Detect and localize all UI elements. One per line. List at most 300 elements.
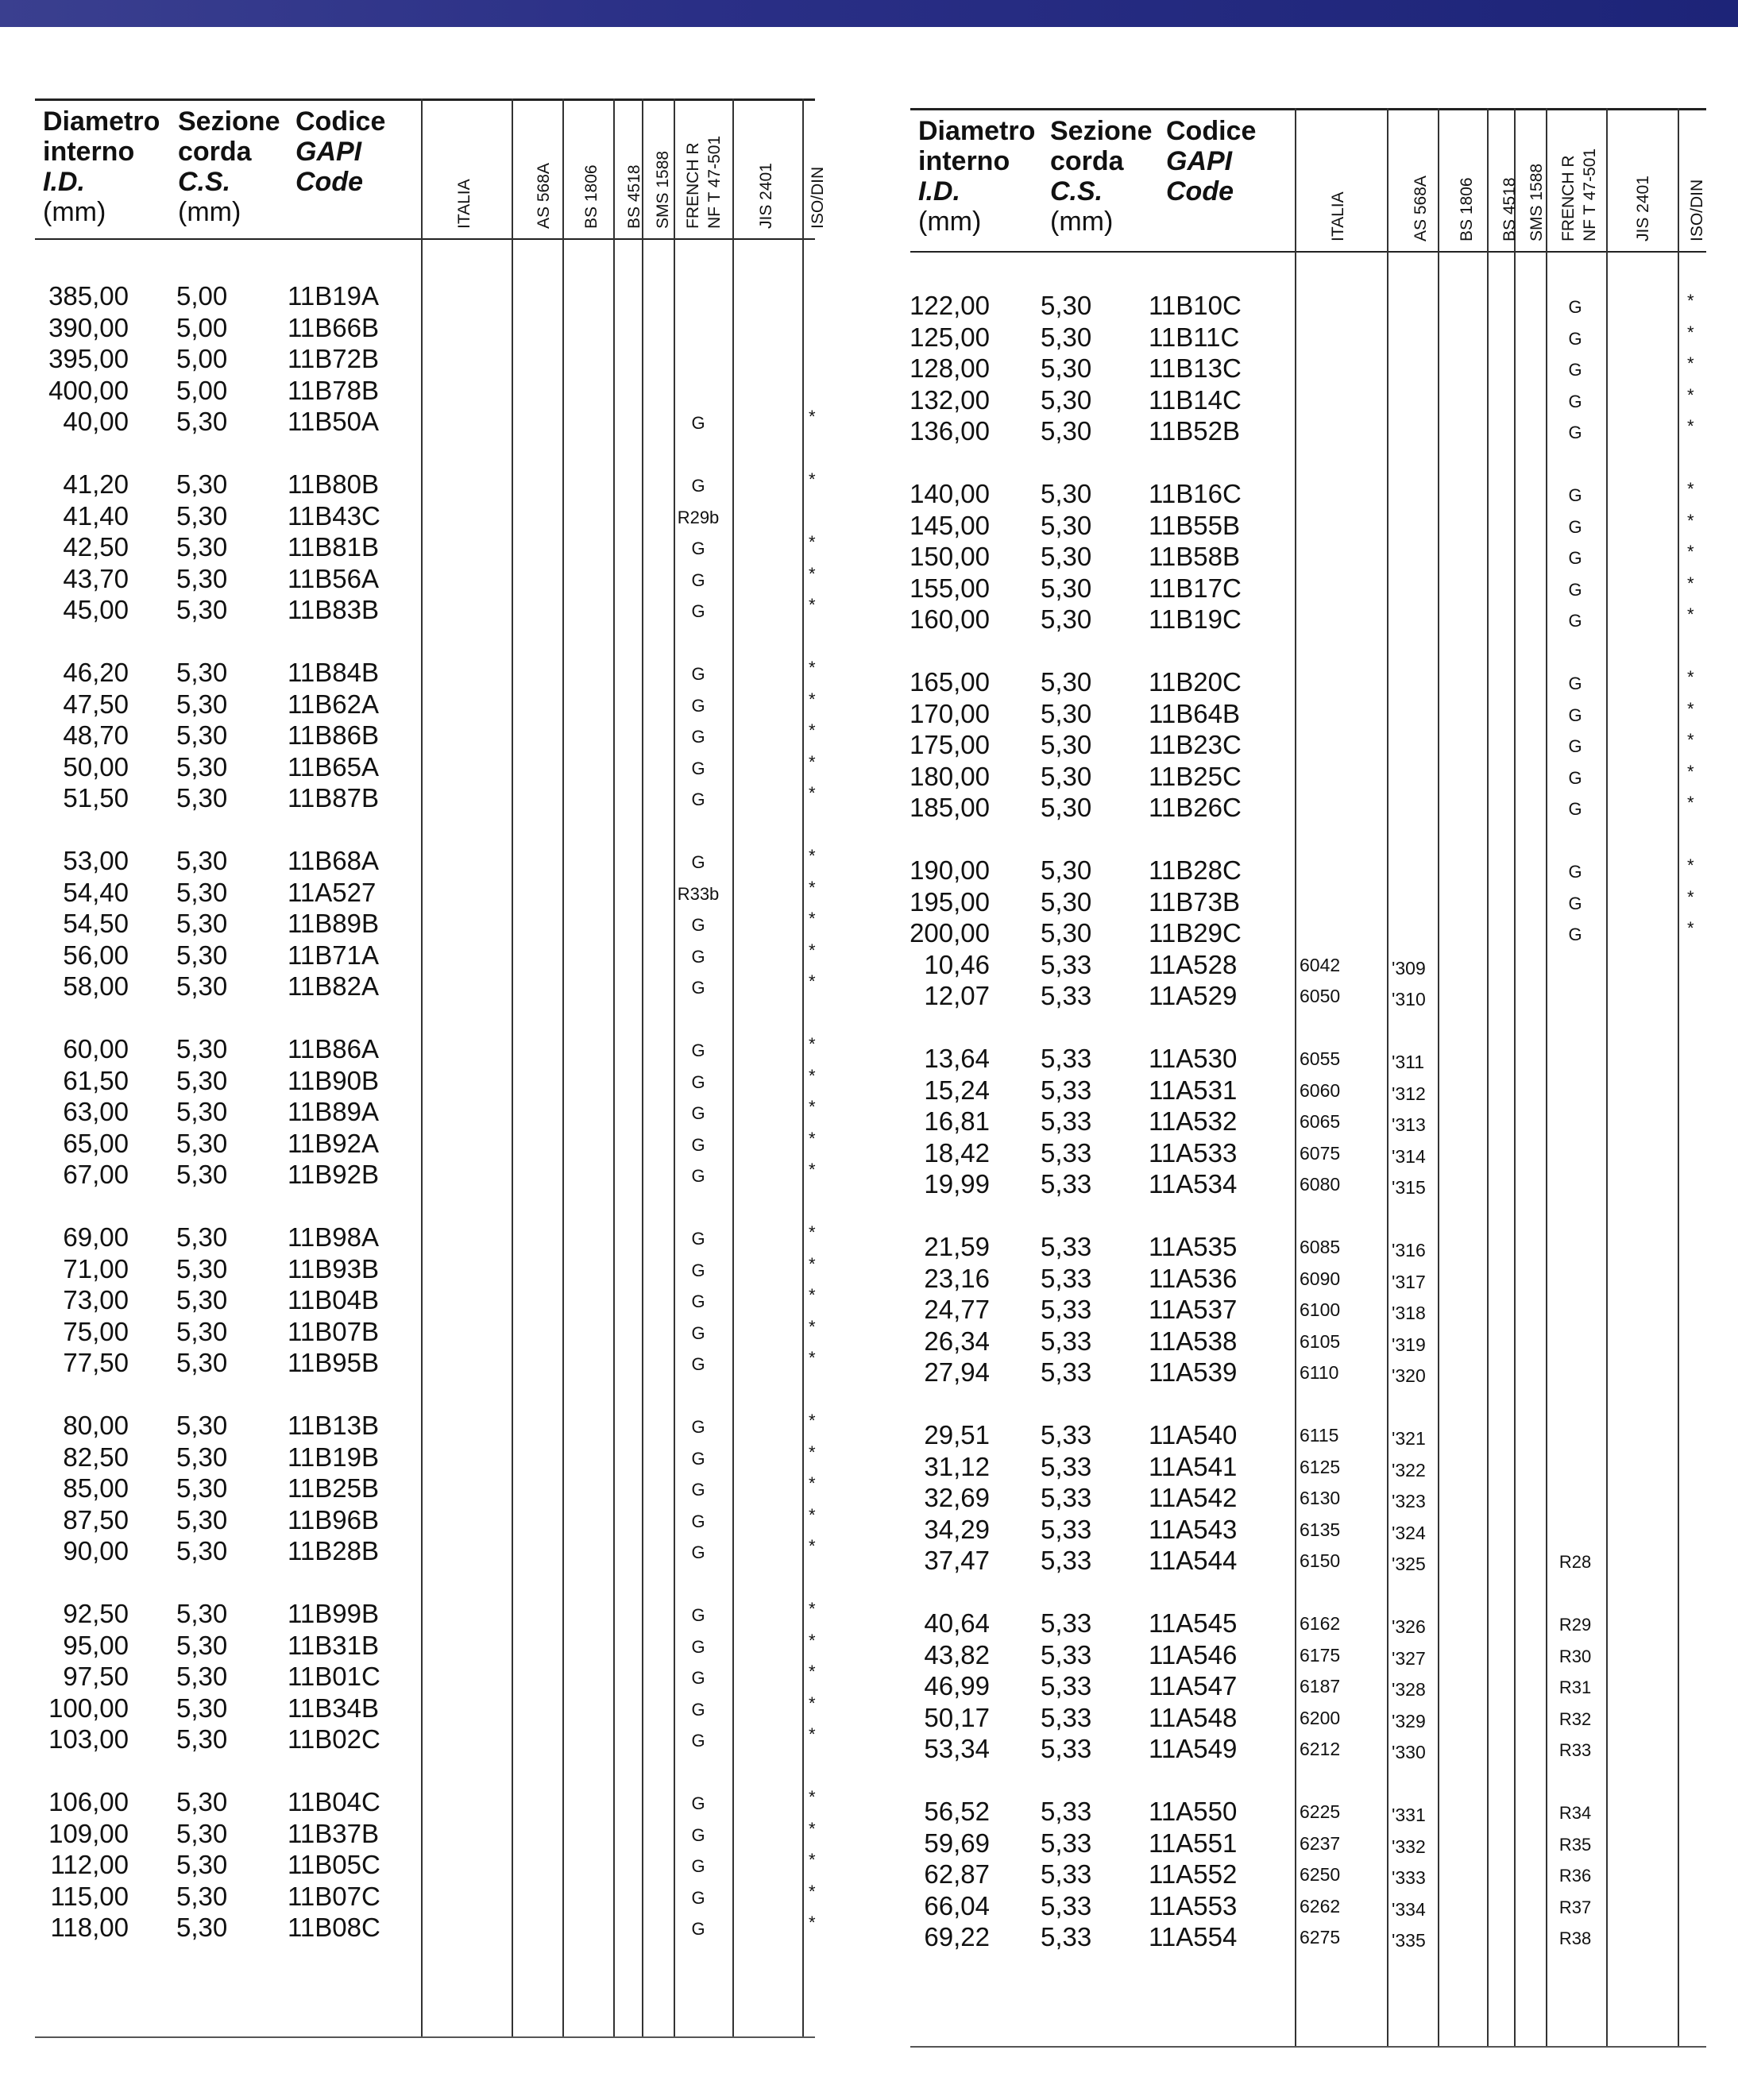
cs-value: 5,30	[176, 469, 228, 499]
iso-mark: *	[809, 532, 816, 553]
id-value: 97,50	[63, 1662, 129, 1692]
cs-value: 5,30	[176, 1818, 228, 1848]
as568a-value: '335	[1392, 1930, 1426, 1951]
iso-mark: *	[809, 1065, 816, 1086]
code-value: 11A527	[288, 877, 377, 907]
french-value: R33b	[677, 883, 720, 904]
code-value: 11A550	[1149, 1797, 1238, 1826]
italia-value: 6262	[1300, 1895, 1341, 1917]
table-row	[910, 793, 1706, 824]
italia-value: 6105	[1300, 1330, 1341, 1352]
as568a-value: '317	[1392, 1271, 1426, 1292]
table-row	[35, 1254, 815, 1286]
french-value: G	[1568, 328, 1582, 349]
id-value: 16,81	[924, 1106, 990, 1137]
french-value: G	[1568, 611, 1582, 631]
cs-value: 5,30	[176, 1222, 228, 1252]
cs-value: 5,30	[176, 1442, 228, 1472]
code-value: 11A529	[1149, 981, 1238, 1011]
french-value: G	[1568, 705, 1582, 725]
iso-mark: *	[1687, 604, 1694, 625]
cs-value: 5,33	[1041, 1106, 1092, 1137]
table-row	[35, 752, 815, 784]
french-value: G	[691, 539, 705, 559]
as568a-value: '334	[1392, 1898, 1426, 1920]
cs-value: 5,30	[1041, 761, 1092, 791]
id-value: 42,50	[63, 532, 129, 562]
italia-value: 6200	[1300, 1707, 1341, 1728]
iso-mark: *	[809, 751, 816, 772]
cs-value: 5,30	[1041, 479, 1092, 508]
cs-value: 5,30	[1041, 542, 1092, 572]
as568a-value: '330	[1392, 1742, 1426, 1763]
iso-mark: *	[809, 1693, 816, 1713]
table-row	[35, 1348, 815, 1380]
id-value: 175,00	[910, 730, 990, 760]
table-row	[35, 1160, 815, 1191]
code-value: 11B81B	[288, 532, 379, 562]
french-value: G	[1568, 925, 1582, 945]
french-value: R33	[1558, 1740, 1592, 1761]
code-value: 11B65A	[288, 751, 379, 782]
as568a-value: '320	[1392, 1365, 1426, 1387]
header-diametro-line: (mm)	[43, 197, 106, 227]
table-row	[910, 511, 1706, 542]
header-sezione-line: corda	[178, 137, 252, 167]
table-row	[35, 1536, 815, 1568]
id-value: 80,00	[63, 1411, 129, 1440]
code-value: 11B84B	[288, 658, 379, 687]
as568a-value: '311	[1392, 1052, 1425, 1072]
cs-value: 5,33	[1041, 1702, 1092, 1732]
id-value: 395,00	[48, 344, 129, 374]
cs-value: 5,33	[1041, 1169, 1092, 1199]
code-value: 11B99B	[288, 1599, 379, 1628]
id-value: 37,47	[924, 1546, 990, 1576]
id-value: 12,07	[924, 981, 990, 1011]
french-value: G	[691, 569, 705, 590]
as568a-value: '315	[1392, 1177, 1426, 1199]
id-value: 385,00	[48, 281, 129, 311]
table-row	[35, 720, 815, 752]
id-value: 115,00	[50, 1881, 129, 1911]
id-value: 62,87	[924, 1859, 990, 1890]
as568a-value: '325	[1392, 1554, 1426, 1575]
iso-mark: *	[1687, 793, 1694, 813]
table-row	[910, 1326, 1706, 1358]
table-row	[910, 1044, 1706, 1075]
code-value: 11B92B	[288, 1160, 379, 1190]
id-value: 122,00	[910, 291, 990, 320]
table-row	[910, 1483, 1706, 1515]
cs-value: 5,30	[176, 1504, 228, 1534]
table-row	[910, 322, 1706, 354]
iso-mark: *	[809, 1913, 816, 1933]
header-top-rule	[35, 98, 815, 101]
iso-mark: *	[809, 1316, 816, 1337]
cs-value: 5,33	[1041, 1295, 1092, 1325]
iso-mark: *	[809, 909, 816, 929]
table-row	[910, 1075, 1706, 1107]
cs-value: 5,30	[176, 1348, 228, 1378]
cs-value: 5,30	[176, 751, 228, 782]
code-value: 11A551	[1149, 1828, 1238, 1858]
id-value: 19,99	[924, 1169, 990, 1199]
id-value: 50,17	[924, 1702, 990, 1732]
table-row	[35, 281, 815, 313]
table-row	[910, 1169, 1706, 1201]
french-value: R37	[1558, 1897, 1592, 1917]
code-value: 11B28C	[1149, 855, 1242, 885]
cs-value: 5,33	[1041, 1890, 1092, 1920]
code-value: 11A536	[1149, 1263, 1238, 1293]
cs-value: 5,30	[176, 1536, 228, 1566]
cs-value: 5,30	[176, 783, 228, 813]
header-iso-din: ISO/DIN	[809, 166, 827, 229]
header-jis2401: JIS 2401	[757, 163, 775, 229]
table-row	[910, 730, 1706, 762]
table-row	[910, 1608, 1706, 1640]
header-top-rule	[910, 108, 1706, 110]
code-value: 11B29C	[1149, 918, 1242, 948]
header-iso-din: ISO/DIN	[1688, 179, 1706, 241]
table-row	[35, 689, 815, 721]
french-value: R36	[1558, 1866, 1592, 1886]
header-diametro	[43, 106, 160, 227]
cs-value: 5,33	[1041, 1075, 1092, 1105]
iso-mark: *	[809, 1160, 816, 1180]
cs-value: 5,30	[176, 1850, 228, 1880]
french-value: R34	[1558, 1803, 1592, 1823]
cs-value: 5,30	[176, 940, 228, 970]
cs-value: 5,30	[1041, 730, 1092, 760]
code-value: 11B14C	[1149, 384, 1242, 415]
id-value: 32,69	[924, 1483, 990, 1513]
table-row	[35, 1724, 815, 1756]
table-row	[910, 1546, 1706, 1577]
cs-value: 5,30	[176, 1662, 228, 1692]
table-row	[35, 1442, 815, 1474]
as568a-value: '331	[1392, 1805, 1426, 1825]
code-value: 11B19B	[288, 1442, 379, 1472]
header-codice	[1166, 116, 1256, 207]
table-row	[35, 1034, 815, 1066]
iso-mark: *	[809, 469, 816, 489]
id-value: 48,70	[63, 720, 129, 751]
header-sezione-line: C.S.	[178, 167, 231, 197]
as568a-value: '328	[1392, 1679, 1426, 1700]
table-row	[35, 595, 815, 627]
id-value: 67,00	[63, 1160, 129, 1190]
cs-value: 5,30	[176, 532, 228, 562]
code-value: 11A543	[1149, 1514, 1238, 1544]
iso-mark: *	[1687, 353, 1694, 374]
cs-value: 5,30	[1041, 384, 1092, 415]
cs-value: 5,30	[1041, 886, 1092, 917]
iso-mark: *	[809, 1881, 816, 1901]
code-value: 11A537	[1149, 1295, 1238, 1325]
left-table-panel	[35, 98, 827, 2036]
cs-value: 5,30	[176, 909, 228, 939]
iso-mark: *	[809, 1034, 816, 1054]
iso-mark: *	[1687, 886, 1694, 907]
cs-value: 5,30	[176, 595, 228, 625]
iso-mark: *	[1687, 322, 1694, 342]
italia-value: 6080	[1300, 1174, 1341, 1195]
table-row	[910, 1264, 1706, 1295]
cs-value: 5,30	[1041, 855, 1092, 885]
french-value: G	[1568, 516, 1582, 537]
cs-value: 5,30	[176, 563, 228, 593]
table-row	[910, 385, 1706, 417]
header-sms1588: SMS 1588	[1528, 163, 1546, 241]
code-value: 11B86B	[288, 720, 379, 751]
french-value: R29b	[677, 507, 720, 527]
code-value: 11B02C	[288, 1724, 380, 1755]
italia-value: 6090	[1300, 1268, 1341, 1289]
table-row	[910, 479, 1706, 511]
cs-value: 5,33	[1041, 1859, 1092, 1890]
table-row	[910, 855, 1706, 887]
french-value: G	[691, 413, 705, 434]
french-value: G	[1568, 799, 1582, 820]
header-diametro-line: Diametro	[918, 116, 1036, 146]
id-value: 160,00	[910, 604, 990, 635]
as568a-value: '318	[1392, 1303, 1426, 1324]
code-value: 11B73B	[1149, 886, 1240, 917]
cs-value: 5,00	[176, 375, 228, 405]
cs-value: 5,33	[1041, 1514, 1092, 1544]
table-row	[910, 887, 1706, 919]
id-value: 18,42	[924, 1137, 990, 1168]
code-value: 11B87B	[288, 783, 379, 813]
iso-mark: *	[809, 1724, 816, 1745]
code-value: 11B95B	[288, 1348, 379, 1378]
french-value: G	[1568, 893, 1582, 913]
code-value: 11A528	[1149, 949, 1238, 979]
french-value: R29	[1558, 1615, 1592, 1635]
header-sezione	[178, 106, 280, 227]
id-value: 15,24	[924, 1075, 990, 1105]
id-value: 10,46	[924, 949, 990, 979]
iso-mark: *	[809, 658, 816, 677]
french-value: G	[1568, 674, 1582, 693]
code-value: 11B05C	[288, 1850, 380, 1880]
french-value: R38	[1558, 1928, 1592, 1949]
id-value: 41,20	[63, 469, 129, 499]
as568a-value: '333	[1392, 1867, 1426, 1889]
code-value: 11B25C	[1149, 761, 1242, 791]
table-row	[910, 981, 1706, 1013]
table-row	[35, 344, 815, 376]
french-value: G	[691, 1668, 705, 1689]
id-value: 23,16	[924, 1263, 990, 1293]
table-row	[910, 1295, 1706, 1326]
right-table-panel	[910, 108, 1706, 2046]
table-row	[910, 542, 1706, 573]
iso-mark: *	[809, 1599, 816, 1619]
cs-value: 5,30	[176, 1881, 228, 1911]
french-value: G	[691, 1354, 705, 1375]
iso-mark: *	[1687, 479, 1694, 499]
code-value: 11A545	[1149, 1608, 1238, 1638]
table-row	[35, 469, 815, 501]
id-value: 59,69	[924, 1828, 990, 1858]
as568a-value: '327	[1392, 1647, 1426, 1669]
table-row	[910, 353, 1706, 385]
code-value: 11B23C	[1149, 730, 1242, 760]
cs-value: 5,30	[176, 1724, 228, 1755]
french-value: G	[691, 1166, 705, 1187]
french-value: G	[691, 1448, 705, 1469]
id-value: 132,00	[910, 384, 990, 415]
id-value: 46,20	[63, 658, 129, 687]
cs-value: 5,30	[1041, 667, 1092, 697]
iso-mark: *	[809, 1473, 816, 1494]
id-value: 24,77	[924, 1295, 990, 1325]
table-row	[910, 1859, 1706, 1891]
french-value: G	[691, 946, 705, 967]
cs-value: 5,30	[176, 1411, 228, 1440]
italia-value: 6212	[1300, 1739, 1341, 1760]
french-value: G	[691, 1636, 705, 1657]
header-bottom-rule	[910, 251, 1706, 253]
cs-value: 5,30	[176, 1473, 228, 1504]
iso-mark: *	[809, 1787, 816, 1807]
header-bs4518: BS 4518	[625, 164, 643, 229]
header-french-r: FRENCH R	[684, 142, 702, 229]
iso-mark: *	[809, 1128, 816, 1148]
iso-mark: *	[1687, 698, 1694, 719]
id-value: 69,00	[63, 1222, 129, 1252]
id-value: 103,00	[48, 1724, 129, 1755]
header-italia: ITALIA	[455, 179, 473, 229]
code-value: 11B28B	[288, 1536, 379, 1566]
italia-value: 6085	[1300, 1237, 1341, 1257]
table-row	[35, 971, 815, 1003]
id-value: 40,00	[63, 407, 129, 437]
as568a-value: '309	[1392, 957, 1426, 979]
id-value: 155,00	[910, 573, 990, 603]
id-value: 56,00	[63, 940, 129, 970]
cs-value: 5,33	[1041, 1357, 1092, 1388]
french-value: G	[691, 1824, 705, 1845]
table-row	[910, 1106, 1706, 1138]
table-row	[910, 573, 1706, 605]
french-value: G	[1568, 736, 1582, 757]
table-row	[35, 878, 815, 909]
code-value: 11A533	[1149, 1137, 1238, 1168]
cs-value: 5,33	[1041, 1451, 1092, 1481]
code-value: 11B66B	[288, 312, 379, 342]
as568a-value: '326	[1392, 1616, 1426, 1637]
table-row	[35, 1222, 815, 1254]
header-sezione	[1050, 116, 1152, 237]
iso-mark: *	[809, 1536, 816, 1557]
header-diametro-line: (mm)	[918, 207, 982, 237]
as568a-value: '321	[1392, 1428, 1426, 1449]
id-value: 53,00	[63, 846, 129, 875]
cs-value: 5,30	[176, 1599, 228, 1628]
code-value: 11A530	[1149, 1044, 1238, 1073]
code-value: 11B26C	[1149, 793, 1242, 823]
id-value: 190,00	[910, 855, 990, 885]
table-row	[910, 950, 1706, 982]
code-value: 11B62A	[288, 689, 379, 719]
id-value: 66,04	[924, 1890, 990, 1920]
header-codice-line: Code	[295, 167, 363, 197]
iso-mark: *	[809, 846, 816, 866]
id-value: 140,00	[910, 479, 990, 508]
table-row	[910, 1357, 1706, 1389]
id-value: 69,22	[924, 1922, 990, 1952]
french-value: R31	[1558, 1677, 1592, 1698]
code-value: 11B08C	[288, 1913, 380, 1943]
id-value: 73,00	[63, 1285, 129, 1315]
cs-value: 5,30	[176, 1316, 228, 1346]
french-value: G	[691, 727, 705, 747]
cs-value: 5,33	[1041, 1639, 1092, 1670]
code-value: 11B04B	[288, 1285, 379, 1315]
id-value: 53,34	[924, 1734, 990, 1764]
cs-value: 5,33	[1041, 1671, 1092, 1701]
code-value: 11B80B	[288, 469, 379, 499]
header-codice-line: Codice	[1166, 116, 1257, 146]
id-value: 165,00	[910, 667, 990, 697]
as568a-value: '323	[1392, 1491, 1426, 1512]
cs-value: 5,30	[176, 1787, 228, 1816]
french-value: G	[691, 1793, 705, 1813]
cs-value: 5,30	[176, 720, 228, 751]
iso-mark: *	[1687, 667, 1694, 687]
french-value: G	[691, 1511, 705, 1531]
code-value: 11A541	[1149, 1451, 1238, 1481]
id-value: 92,50	[63, 1599, 129, 1628]
as568a-value: '329	[1392, 1710, 1426, 1731]
id-value: 180,00	[910, 761, 990, 791]
header-french-r: FRENCH R	[1559, 155, 1578, 241]
cs-value: 5,30	[1041, 510, 1092, 540]
table-row	[910, 1734, 1706, 1766]
italia-value: 6175	[1300, 1644, 1341, 1666]
iso-mark: *	[809, 689, 816, 709]
code-value: 11B19C	[1149, 604, 1242, 635]
cs-value: 5,30	[176, 407, 228, 437]
french-value: G	[1568, 767, 1582, 788]
table-row	[35, 1505, 815, 1537]
as568a-value: '322	[1392, 1459, 1426, 1480]
italia-value: 6115	[1300, 1425, 1339, 1446]
table-row	[35, 1631, 815, 1662]
table-row	[35, 1129, 815, 1160]
table-row	[35, 1473, 815, 1505]
cs-value: 5,30	[176, 971, 228, 1002]
cs-value: 5,33	[1041, 1608, 1092, 1638]
as568a-value: '314	[1392, 1145, 1426, 1167]
id-value: 106,00	[48, 1787, 129, 1816]
italia-value: 6060	[1300, 1079, 1341, 1101]
code-value: 11B10C	[1149, 291, 1242, 320]
id-value: 125,00	[910, 322, 990, 352]
italia-value: 6275	[1300, 1927, 1341, 1948]
french-value: G	[691, 1542, 705, 1563]
table-row	[910, 699, 1706, 731]
header-sezione-line: Sezione	[1050, 116, 1153, 146]
cs-value: 5,30	[1041, 573, 1092, 603]
code-value: 11B19A	[288, 281, 379, 311]
id-value: 47,50	[63, 689, 129, 719]
cs-value: 5,33	[1041, 1797, 1092, 1826]
